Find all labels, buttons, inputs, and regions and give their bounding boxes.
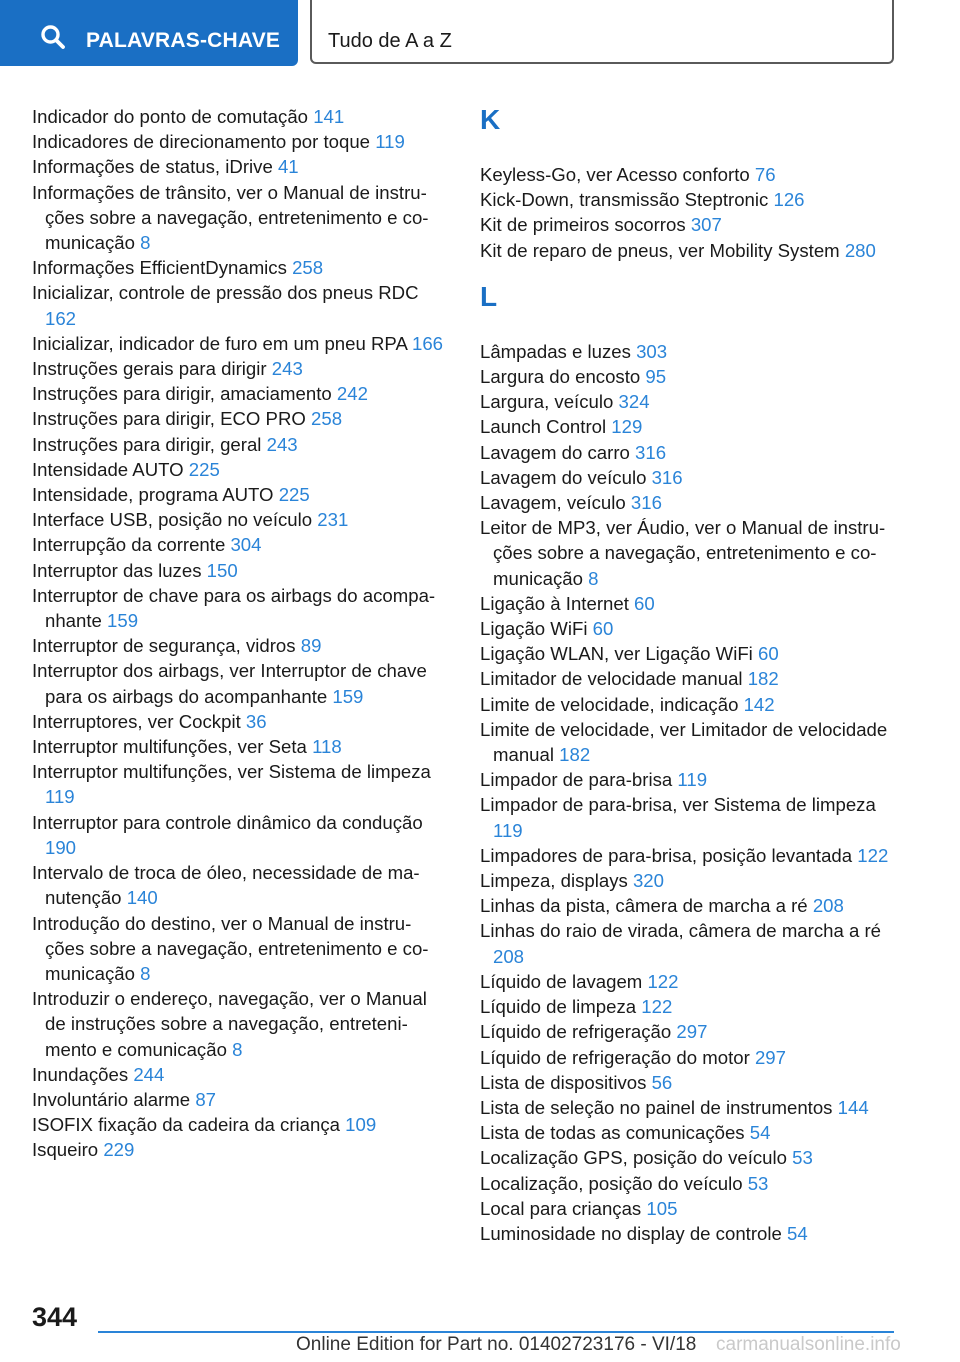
- page-link[interactable]: 243: [271, 358, 303, 380]
- index-term: Interruptor multifunções, ver Seta: [32, 736, 307, 758]
- index-term: Launch Control: [480, 416, 607, 438]
- page-link[interactable]: 297: [676, 1021, 708, 1043]
- index-entry: [32, 734, 444, 759]
- index-term: Limpador de para-brisa, ver Sistema de limpeza: [480, 794, 876, 816]
- keywords-tab-label: PALAVRAS-CHAVE: [86, 29, 281, 52]
- index-entry: [32, 180, 444, 256]
- index-entry: [32, 986, 444, 1062]
- index-entry: [32, 154, 444, 179]
- index-term: Interruptor dos airbags, ver Interruptor de chave para os airbags do acompanhante: [32, 660, 427, 707]
- index-term: Instruções para dirigir, amaciamento: [32, 383, 332, 405]
- index-term: Isqueiro: [32, 1139, 99, 1161]
- index-entry: [480, 515, 900, 591]
- page-link[interactable]: 225: [188, 458, 220, 480]
- page-link[interactable]: 41: [277, 156, 299, 178]
- page-link[interactable]: 122: [641, 996, 673, 1018]
- page-link[interactable]: 244: [133, 1063, 165, 1085]
- section-letter-l: L: [480, 280, 498, 312]
- page-link[interactable]: 76: [754, 164, 776, 185]
- index-entry: [480, 389, 900, 414]
- page-link[interactable]: 307: [690, 214, 722, 236]
- index-entry: [480, 1145, 900, 1170]
- index-entry: [480, 162, 900, 187]
- search-icon: [40, 24, 66, 50]
- page-link[interactable]: 258: [311, 408, 343, 430]
- page-link[interactable]: 280: [844, 239, 876, 261]
- page-link[interactable]: 95: [645, 366, 667, 388]
- index-entry: [480, 792, 900, 842]
- index-entry: [480, 212, 900, 237]
- index-entry: [480, 440, 900, 465]
- page-link[interactable]: 140: [126, 887, 158, 909]
- index-entry: [480, 1019, 900, 1044]
- index-entry: [480, 1070, 900, 1095]
- index-term: Limite de velocidade, ver Limitador de velocidade manual: [480, 718, 888, 766]
- index-term: Instruções gerais para dirigir: [32, 358, 267, 380]
- index-entry: [32, 457, 444, 482]
- page-link[interactable]: 320: [632, 870, 664, 892]
- index-entry: [480, 767, 900, 792]
- index-entry: [32, 558, 444, 583]
- index-term: Lista de seleção no painel de instrumentos: [480, 1096, 833, 1118]
- page-link[interactable]: 109: [345, 1114, 377, 1136]
- page-link[interactable]: 297: [754, 1046, 786, 1068]
- page-link[interactable]: 54: [787, 1222, 808, 1244]
- index-term: Localização, posição do veículo: [480, 1172, 743, 1194]
- index-term: Involuntário alarme: [32, 1088, 191, 1110]
- page-link[interactable]: 105: [646, 1197, 678, 1219]
- index-entry: [32, 255, 444, 280]
- index-term: Informações de status, iDrive: [32, 156, 273, 178]
- page-link[interactable]: 144: [837, 1096, 869, 1118]
- page-link[interactable]: 8: [588, 567, 599, 589]
- index-term: Informações de trânsito, ver o Manual de instruções sobre a navegação, entretenimento e comunicação: [32, 181, 429, 254]
- page-number: 344: [32, 1302, 78, 1332]
- index-entry: [480, 868, 900, 893]
- index-entry: [480, 187, 900, 212]
- index-entry: [480, 1221, 900, 1246]
- index-term: Lavagem do carro: [480, 441, 630, 463]
- index-term: Limitador de velocidade manual: [480, 668, 743, 690]
- index-entry: [480, 1120, 900, 1145]
- index-term: Kick-Down, transmissão Steptronic: [480, 189, 769, 211]
- index-term: Limpeza, displays: [480, 870, 628, 892]
- index-term: Indicador do ponto de comutação: [32, 106, 309, 127]
- index-term: Linhas do raio de virada, câmera de marcha a ré: [480, 920, 882, 942]
- index-term: Lista de todas as comunicações: [480, 1122, 745, 1144]
- index-entry: [32, 658, 444, 708]
- page-link[interactable]: 190: [45, 836, 77, 858]
- index-entry: [32, 810, 444, 860]
- index-entry: [32, 759, 444, 809]
- index-entry: [480, 591, 900, 616]
- index-entry: [480, 666, 900, 691]
- index-entry: [32, 911, 444, 987]
- page-link[interactable]: 243: [266, 433, 298, 455]
- page-link[interactable]: 54: [749, 1122, 771, 1144]
- page-link[interactable]: 231: [317, 509, 349, 531]
- index-entry: [32, 532, 444, 557]
- index-entry: [32, 129, 444, 154]
- index-term: Limpador de para-brisa: [480, 769, 673, 791]
- index-term: Interruptor multifunções, ver Sistema de limpeza: [32, 761, 431, 783]
- page-link[interactable]: 208: [493, 945, 525, 967]
- index-term: Lâmpadas e luzes: [480, 340, 631, 362]
- index-entry: [480, 1095, 900, 1120]
- page-link[interactable]: 60: [592, 618, 614, 640]
- index-term: Líquido de lavagem: [480, 970, 643, 992]
- index-term: Interruptor para controle dinâmico da condução: [32, 811, 423, 833]
- index-entry: [32, 507, 444, 532]
- index-term: Interface USB, posição no veículo: [32, 509, 313, 531]
- page-link[interactable]: 229: [103, 1139, 135, 1161]
- index-entry: [480, 616, 900, 641]
- page-link[interactable]: 8: [232, 1038, 243, 1060]
- page-link[interactable]: 166: [412, 332, 444, 354]
- footer-divider: [98, 1331, 894, 1333]
- index-entry: [480, 994, 900, 1019]
- index-term: Informações EfficientDynamics: [32, 257, 287, 279]
- index-entry: [480, 364, 900, 389]
- index-term: Líquido de refrigeração: [480, 1021, 672, 1043]
- page-link[interactable]: 242: [336, 383, 368, 405]
- page-link[interactable]: 316: [635, 441, 667, 463]
- page-link[interactable]: 87: [195, 1088, 216, 1110]
- page-link[interactable]: 182: [747, 668, 779, 690]
- index-column-left: [32, 104, 444, 1163]
- index-entry: [480, 1171, 900, 1196]
- a-to-z-tab-label: Tudo de A a Z: [328, 30, 452, 52]
- index-term: Intensidade, programa AUTO: [32, 484, 274, 506]
- index-entry: [32, 381, 444, 406]
- page-link[interactable]: 56: [651, 1071, 673, 1093]
- page-link[interactable]: 208: [812, 895, 844, 917]
- page-link[interactable]: 53: [747, 1172, 769, 1194]
- index-term: Intervalo de troca de óleo, necessidade de manutenção: [32, 862, 420, 909]
- a-to-z-tab[interactable]: [310, 0, 894, 64]
- index-entry: [32, 432, 444, 457]
- page-link[interactable]: 182: [559, 744, 591, 766]
- index-term: Local para crianças: [480, 1197, 642, 1219]
- page-link[interactable]: 162: [45, 307, 77, 329]
- index-entry: [32, 104, 444, 129]
- page-link[interactable]: 8: [140, 962, 151, 984]
- index-entry: [480, 1196, 900, 1221]
- page-link[interactable]: 60: [758, 643, 779, 665]
- index-term: Inundações: [32, 1063, 129, 1085]
- page-link[interactable]: 89: [300, 635, 322, 657]
- index-term: Instruções para dirigir, geral: [32, 433, 262, 455]
- index-term: Localização GPS, posição do veículo: [480, 1147, 787, 1169]
- index-term: Instruções para dirigir, ECO PRO: [32, 408, 306, 430]
- index-term: Interruptor de chave para os airbags do acompanhante: [32, 584, 436, 632]
- index-term: Líquido de refrigeração do motor: [480, 1046, 750, 1068]
- page-link[interactable]: 119: [677, 769, 708, 791]
- index-term: Kit de reparo de pneus, ver Mobility System: [480, 239, 840, 261]
- index-term: Leitor de MP3, ver Áudio, ver o Manual de instruções sobre a navegação, entretenimento e comunicação: [480, 517, 886, 589]
- index-term: Limite de velocidade, indicação: [480, 693, 739, 715]
- page-link[interactable]: 141: [313, 106, 345, 127]
- index-entry: [480, 1045, 900, 1070]
- index-term: Lista de dispositivos: [480, 1071, 647, 1093]
- index-entry: [32, 709, 444, 734]
- index-term: Keyless-Go, ver Acesso conforto: [480, 164, 750, 185]
- index-entry: [480, 238, 900, 263]
- index-entry: [32, 1087, 444, 1112]
- index-term: Lavagem do veículo: [480, 466, 647, 488]
- index-term: Intensidade AUTO: [32, 458, 184, 480]
- index-term: ISOFIX fixação da cadeira da criança: [32, 1114, 340, 1136]
- page-link[interactable]: 225: [278, 484, 310, 506]
- page-link[interactable]: 150: [206, 559, 238, 581]
- index-term: Ligação WiFi: [480, 618, 588, 640]
- index-term: Kit de primeiros socorros: [480, 214, 686, 236]
- index-entry: [480, 843, 900, 868]
- index-term: Introduzir o endereço, navegação, ver o Manual de instruções sobre a navegação, entretenimento e comunicação: [32, 988, 427, 1060]
- page-link[interactable]: 126: [773, 189, 805, 211]
- index-term: Interruptores, ver Cockpit: [32, 710, 241, 732]
- index-term: Largura, veículo: [480, 391, 614, 413]
- section-letter-k: K: [480, 104, 501, 135]
- index-term: Luminosidade no display de controle: [480, 1222, 782, 1244]
- index-entry: [480, 414, 900, 439]
- index-term: Inicializar, indicador de furo em um pneu RPA: [32, 332, 407, 354]
- footer-edition: Online Edition for Part no. 01402723176 - VI/18: [296, 1334, 697, 1355]
- index-entry: [32, 633, 444, 658]
- page-link[interactable]: 119: [493, 819, 523, 841]
- page-link[interactable]: 303: [636, 340, 668, 362]
- page-link[interactable]: 119: [375, 131, 405, 153]
- index-entry: [32, 1137, 444, 1162]
- index-term: Ligação WLAN, ver Ligação WiFi: [480, 643, 753, 665]
- index-entry: [480, 465, 900, 490]
- index-entry: [480, 918, 900, 968]
- index-term: Interrupção da corrente: [32, 534, 226, 556]
- index-entry: [32, 482, 444, 507]
- page-link[interactable]: 119: [45, 786, 75, 808]
- index-entry: [32, 356, 444, 381]
- index-term: Linhas da pista, câmera de marcha a ré: [480, 895, 808, 917]
- page-link[interactable]: 129: [611, 416, 643, 438]
- page-link[interactable]: 8: [140, 232, 151, 254]
- index-entry: [32, 860, 444, 910]
- index-entry: [480, 692, 900, 717]
- index-term: Introdução do destino, ver o Manual de instruções sobre a navegação, entretenimento e comunicação: [32, 912, 429, 984]
- page-link[interactable]: 304: [230, 534, 262, 556]
- page-link[interactable]: 142: [743, 693, 775, 715]
- index-column-right: [480, 104, 900, 1246]
- page-link[interactable]: 60: [634, 592, 655, 614]
- page-link[interactable]: 324: [618, 391, 650, 413]
- page-link[interactable]: 36: [245, 710, 267, 732]
- index-entry: [480, 969, 900, 994]
- header: [0, 0, 960, 66]
- page-link[interactable]: 159: [332, 685, 364, 707]
- index-term: Limpadores de para-brisa, posição levantada: [480, 844, 853, 866]
- page-link[interactable]: 53: [792, 1147, 813, 1169]
- section-l-list: [480, 339, 900, 1246]
- index-term: Inicializar, controle de pressão dos pneus RDC: [32, 282, 419, 304]
- index-entry: [32, 583, 444, 633]
- page-link[interactable]: 122: [857, 844, 889, 866]
- index-entry: [32, 331, 444, 356]
- index-entry: [480, 893, 900, 918]
- index-entry: [32, 1112, 444, 1137]
- index-term: Indicadores de direcionamento por toque: [32, 131, 371, 153]
- index-entry: [480, 641, 900, 666]
- index-entry: [480, 717, 900, 767]
- index-term: Ligação à Internet: [480, 592, 629, 614]
- index-entry: [32, 406, 444, 431]
- index-entry: [480, 490, 900, 515]
- page-link[interactable]: 316: [630, 492, 662, 514]
- index-term: Interruptor de segurança, vidros: [32, 635, 296, 657]
- index-term: Lavagem, veículo: [480, 492, 626, 514]
- page-link[interactable]: 159: [107, 610, 139, 632]
- index-entry: [480, 339, 900, 364]
- index-entry: [32, 1062, 444, 1087]
- index-term: Interruptor das luzes: [32, 559, 202, 581]
- page-link[interactable]: 118: [312, 736, 342, 758]
- page-link[interactable]: 122: [647, 970, 679, 992]
- page-link[interactable]: 316: [651, 466, 683, 488]
- keywords-tab[interactable]: [0, 0, 298, 66]
- index-term: Líquido de limpeza: [480, 996, 637, 1018]
- watermark: carmanualsonline.info: [716, 1334, 901, 1355]
- index-term: Largura do encosto: [480, 366, 641, 388]
- section-k-list: [480, 162, 900, 263]
- index-entry: [32, 280, 444, 330]
- page-link[interactable]: 258: [292, 257, 324, 279]
